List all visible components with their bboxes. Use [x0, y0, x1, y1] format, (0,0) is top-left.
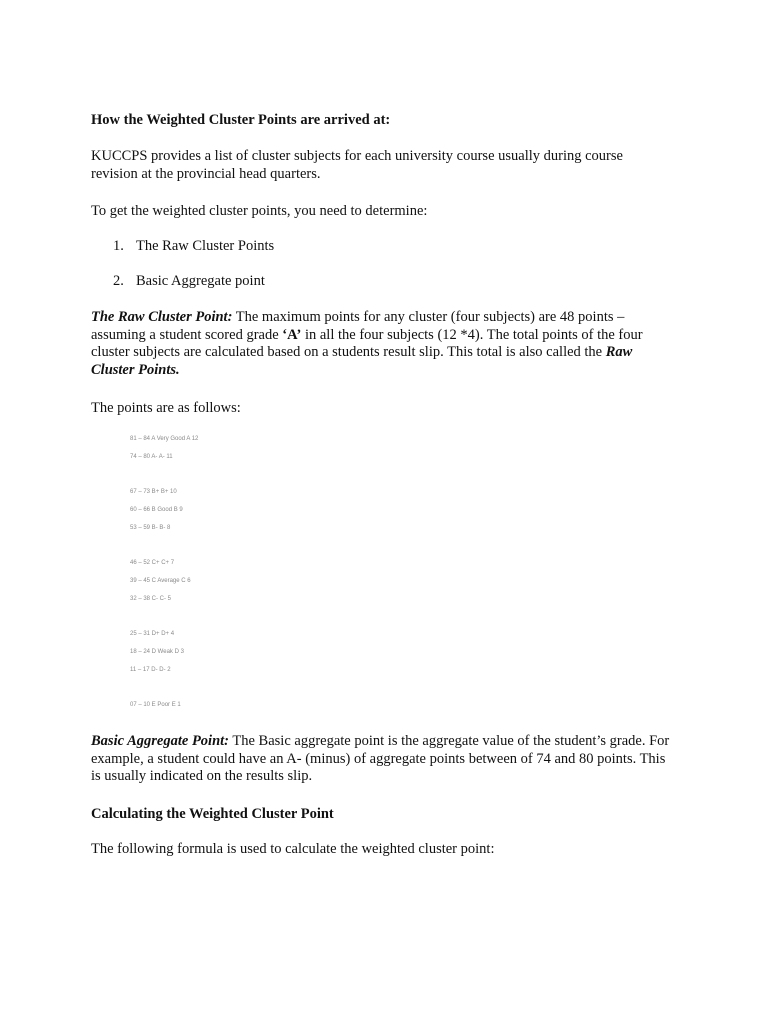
grade-row: 39 – 45 C Average C 6: [130, 578, 191, 584]
basic-aggregate-text: The Basic aggregate point is the aggregate value of the student’s grade. For example, a student could have an A- (minus) of aggregate points between of 74 and 80 points. This is usually indicated on the results slip.: [91, 733, 670, 784]
paragraph-formula: The following formula is used to calculate the weighted cluster point:: [91, 841, 495, 857]
raw-cluster-text-1: The maximum points for any cluster (four subjects) are 48 points – assuming a student scored grade: [91, 309, 625, 343]
grade-row: 18 – 24 D Weak D 3: [130, 649, 184, 655]
section-heading-calculating: Calculating the Weighted Cluster Point: [91, 806, 334, 822]
raw-cluster-lead: The Raw Cluster Point:: [91, 309, 233, 325]
grade-row: 81 – 84 A Very Good A 12: [130, 436, 199, 442]
list-text: The Raw Cluster Points: [136, 238, 275, 254]
grade-row: 11 – 17 D- D- 2: [130, 667, 171, 673]
paragraph-determine: To get the weighted cluster points, you need to determine:: [91, 203, 428, 219]
grade-row: 07 – 10 E Poor E 1: [130, 702, 181, 708]
paragraph-basic-aggregate: [91, 733, 671, 786]
grade-a-quote: ‘A’: [282, 326, 302, 343]
grade-row: 74 – 80 A- A- 11: [130, 454, 173, 460]
paragraph-points-intro: The points are as follows:: [91, 400, 241, 416]
grade-row: 32 – 38 C- C- 5: [130, 596, 172, 602]
raw-cluster-term: Raw Cluster Points.: [91, 344, 633, 378]
grade-row: 25 – 31 D+ D+ 4: [130, 631, 175, 637]
paragraph-raw-cluster-point: [91, 309, 671, 379]
grade-row: 53 – 59 B- B- 8: [130, 525, 171, 531]
paragraph-kuccps: KUCCPS provides a list of cluster subjects for each university course usually during course revision at the provincial head quarters.: [91, 148, 623, 182]
list-text: Basic Aggregate point: [136, 273, 265, 289]
basic-aggregate-lead: Basic Aggregate Point:: [91, 733, 230, 749]
list-number: 1.: [113, 238, 124, 254]
grade-row: 46 – 52 C+ C+ 7: [130, 560, 175, 566]
raw-cluster-text-2: in all the four subjects (12 *4). The total points of the four cluster subjects are calculated based on a students result slip. This total is also called the: [91, 326, 643, 360]
grade-row: 67 – 73 B+ B+ 10: [130, 489, 177, 495]
grade-row: 60 – 66 B Good B 9: [130, 507, 183, 513]
section-heading-arrived: How the Weighted Cluster Points are arrived at:: [91, 112, 391, 128]
list-number: 2.: [113, 273, 124, 289]
